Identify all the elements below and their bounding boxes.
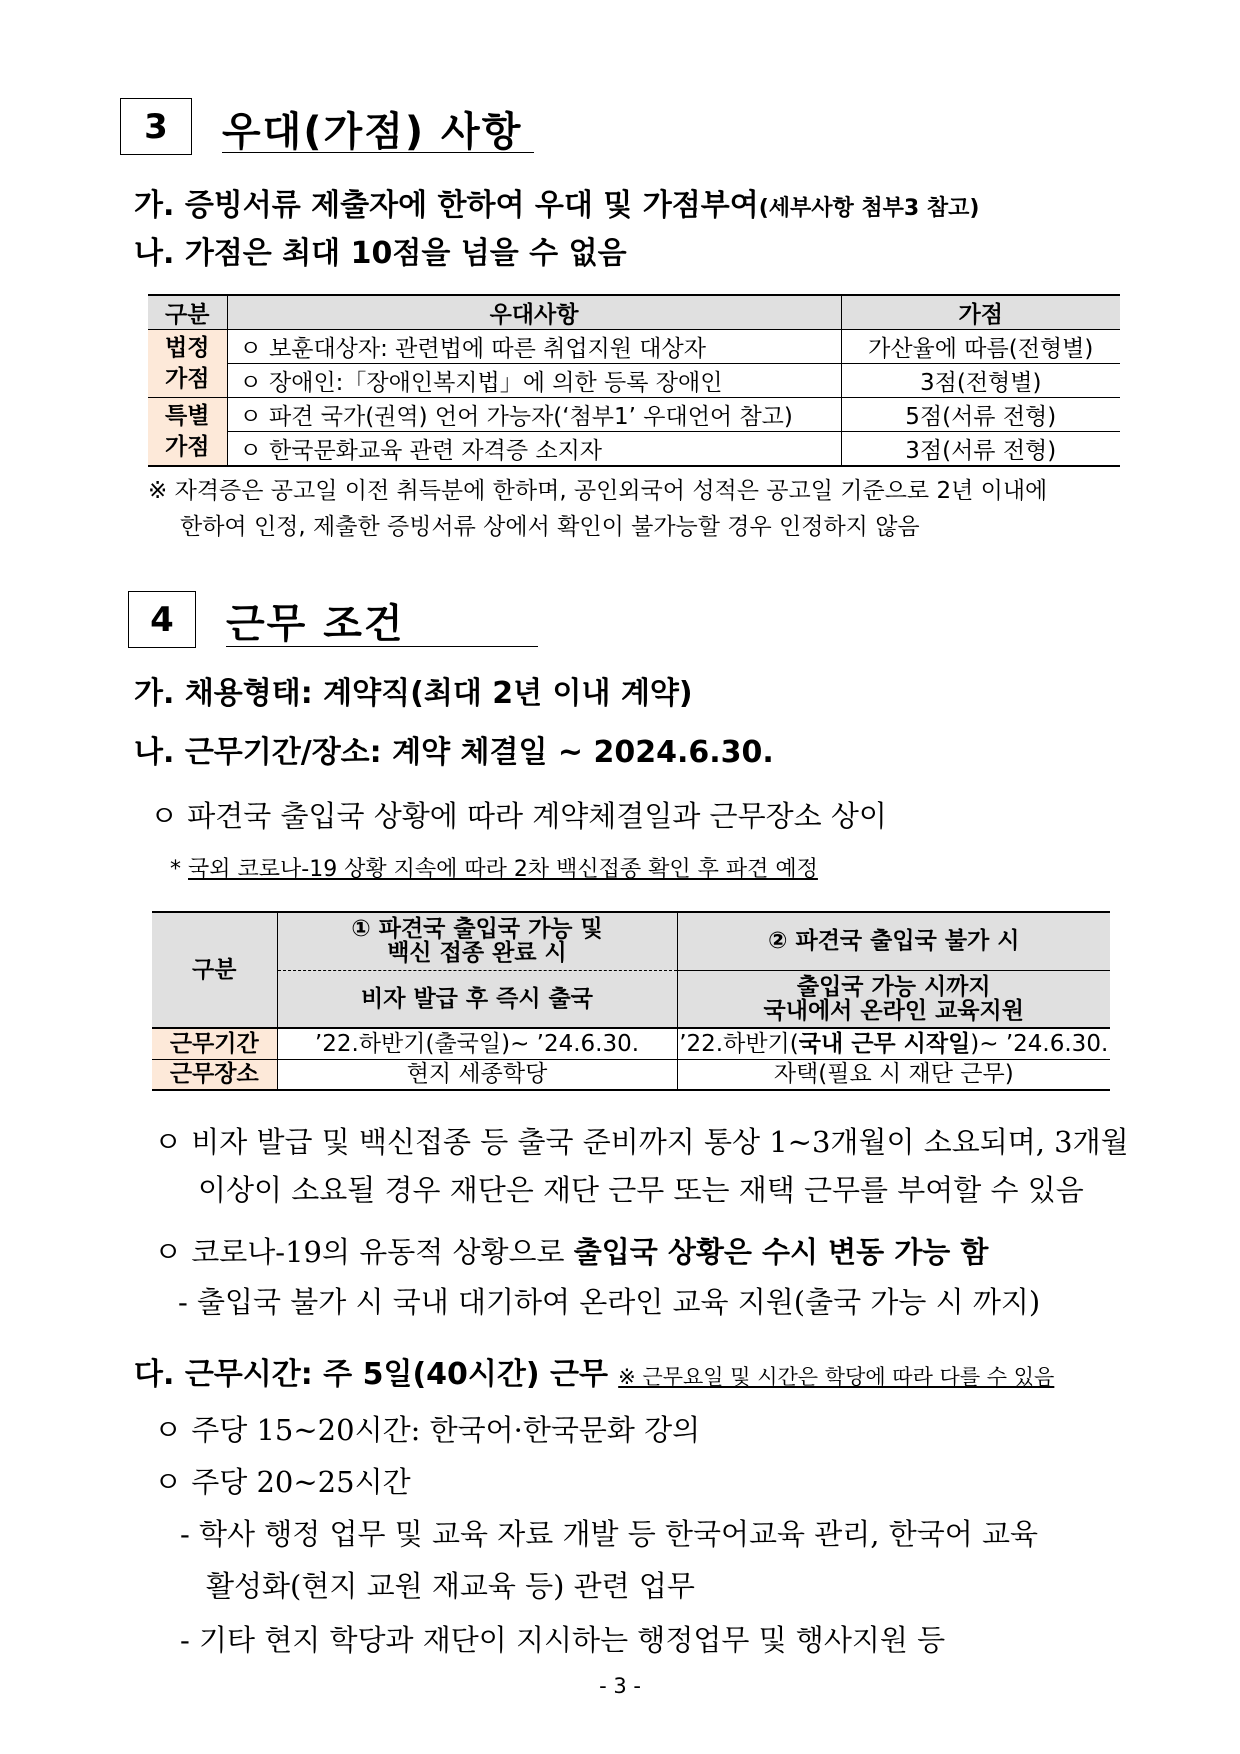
section-4-bullet3: ㅇ 코로나-19의 유동적 상황으로 출입국 상황은 수시 변동 가능 함	[154, 1235, 989, 1269]
work-conditions-table	[152, 911, 1110, 1091]
section-4-item-ga: 가. 채용형태: 계약직(최대 2년 이내 계약)	[134, 676, 693, 711]
section-4-dash1: - 출입국 불가 시 국내 대기하여 온라인 교육 지원(출국 가능 시 까지)	[178, 1285, 1041, 1319]
table-header-category: 구분	[152, 912, 277, 1028]
section-4-title-underline	[226, 646, 538, 647]
page-number: - 3 -	[599, 1674, 641, 1698]
table-row: 근무기간 ’22.하반기(출국일)~ ’24.6.30. ’22.하반기(국내 근무 시작일)~ ’24.6.30.	[152, 1028, 1110, 1059]
category-statutory: 법정 가점	[148, 330, 227, 398]
table-row: 근무장소 현지 세종학당 자택(필요 시 재단 근무)	[152, 1059, 1110, 1090]
table-header-points: 가점	[841, 295, 1120, 330]
section-4-bullet2-line1: ㅇ 비자 발급 및 백신접종 등 출국 준비까지 통상 1~3개월이 소요되며, 3개월	[154, 1125, 1129, 1159]
table-row: ㅇ 한국문화교육 관련 자격증 소지자 3점(서류 전형)	[148, 432, 1120, 467]
section-4-bullet1: ㅇ 파견국 출입국 상황에 따라 계약체결일과 근무장소 상이	[150, 799, 887, 833]
category-special: 특별 가점	[148, 398, 227, 467]
section-4-title: 근무 조건	[226, 601, 405, 647]
section-3-title: 우대(가점) 사항	[222, 109, 523, 155]
section-4-number: 4	[150, 599, 174, 640]
table-header-preference: 우대사항	[227, 295, 841, 330]
section-4-dash2-line2: 활성화(현지 교원 재교육 등) 관련 업무	[206, 1569, 695, 1603]
section-3-note-line2: 한하여 인정, 제출한 증빙서류 상에서 확인이 불가능할 경우 인정하지 않음	[180, 514, 920, 540]
section-4-item-na: 나. 근무기간/장소: 계약 체결일 ~ 2024.6.30.	[134, 735, 774, 770]
table-row: 법정 가점 ㅇ 보훈대상자: 관련법에 따른 취업지원 대상자 가산율에 따름(전형별)	[148, 330, 1120, 364]
table-row: ㅇ 장애인:「장애인복지법」에 의한 등록 장애인 3점(전형별)	[148, 364, 1120, 398]
section-4-bullet2-line2: 이상이 소요될 경우 재단은 재단 근무 또는 재택 근무를 부여할 수 있음	[198, 1173, 1084, 1207]
section-4-star-note: * 국외 코로나-19 상황 지속에 따라 2차 백신접종 확인 후 파견 예정	[170, 857, 818, 882]
table-header-col1: ① 파견국 출입국 가능 및 백신 접종 완료 시	[277, 912, 677, 970]
section-3-number-box	[120, 98, 192, 155]
section-4-dash2-line1: - 학사 행정 업무 및 교육 자료 개발 등 한국어교육 관리, 한국어 교육	[180, 1517, 1039, 1551]
section-3-note-line1: ※ 자격증은 공고일 이전 취득분에 한하며, 공인외국어 성적은 공고일 기준으로 2년 이내에	[148, 478, 1048, 504]
table-row: 특별 가점 ㅇ 파견 국가(권역) 언어 가능자(‘첨부1’ 우대언어 참고) 5점(서류 전형)	[148, 398, 1120, 432]
table-header-category: 구분	[148, 295, 227, 330]
section-4-number-box	[128, 591, 196, 648]
section-3-title-underline	[222, 152, 534, 153]
bonus-points-table	[148, 294, 1120, 467]
section-3-item-na: 나. 가점은 최대 10점을 넘을 수 없음	[134, 236, 627, 271]
section-4-bullet5: ㅇ 주당 20~25시간	[154, 1465, 411, 1499]
section-4-dash3: - 기타 현지 학당과 재단이 지시하는 행정업무 및 행사지원 등	[180, 1623, 946, 1657]
table-header-col2: ② 파견국 출입국 불가 시	[677, 912, 1110, 970]
table-subheader-col2: 출입국 가능 시까지 국내에서 온라인 교육지원	[677, 970, 1110, 1028]
section-4-bullet4: ㅇ 주당 15~20시간: 한국어·한국문화 강의	[154, 1413, 701, 1447]
section-3-item-ga: 가. 증빙서류 제출자에 한하여 우대 및 가점부여(세부사항 첨부3 참고)	[134, 188, 980, 223]
section-3-number: 3	[144, 106, 168, 147]
table-subheader-col1: 비자 발급 후 즉시 출국	[277, 970, 677, 1028]
section-4-item-da: 다. 근무시간: 주 5일(40시간) 근무 ※ 근무요일 및 시간은 학당에 따라 다를 수 있음	[134, 1357, 1055, 1392]
